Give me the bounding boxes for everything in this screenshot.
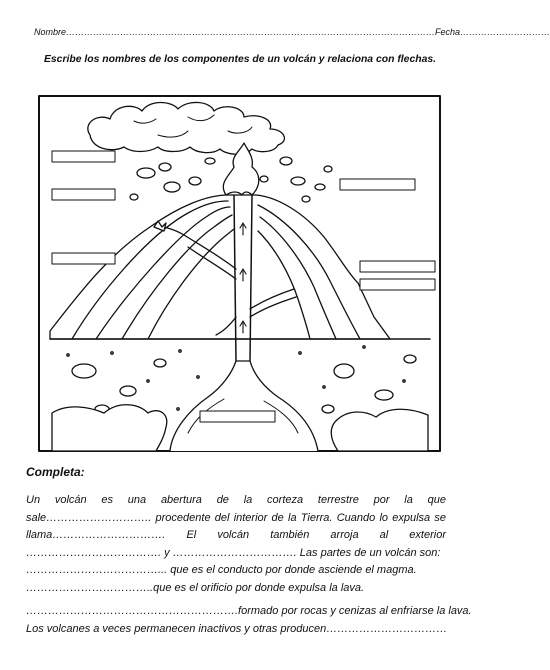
paragraph-line: Los volcanes a veces permanecen inactivos y otras producen……………………………: [26, 622, 448, 635]
bedrock-boulder: [331, 409, 428, 451]
student-header: [34, 27, 550, 37]
volcano-diagram: [38, 95, 441, 452]
answer-box[interactable]: [360, 261, 435, 272]
fill-in-paragraph: [26, 494, 472, 640]
instructions: Escribe los nombres de los componentes de un volcán y relaciona con flechas.: [43, 54, 437, 65]
section-title: Completa:: [26, 465, 85, 479]
date-label: Fecha: [435, 27, 461, 37]
answer-box[interactable]: [52, 189, 115, 200]
answer-box[interactable]: [52, 253, 115, 264]
answer-box[interactable]: [52, 151, 115, 162]
name-blank[interactable]: ……………………………………………………………………………………………………………: [66, 27, 436, 37]
answer-box[interactable]: [200, 411, 275, 422]
bedrock-boulder: [52, 405, 167, 451]
paragraph-line: Un volcán es una abertura de la corteza terrestre por la que: [26, 494, 446, 506]
paragraph-line: ………………………………………………….formado por rocas y cenizas al enfriarse la lava.: [26, 605, 472, 617]
paragraph-line: sale……………………….. procedente del interior de la Tierra. Cuando lo expulsa se: [26, 511, 446, 524]
paragraph-line: llama…………………………. El volcán también arroja al exterior: [26, 529, 446, 541]
date-blank[interactable]: …………………………: [460, 27, 550, 37]
answer-box[interactable]: [360, 279, 435, 290]
paragraph-line: ………………………………. y ……………………………. Las partes de un volcán son:: [26, 546, 441, 559]
paragraph-line: ……………………………..que es el orificio por donde expulsa la lava.: [26, 581, 365, 594]
name-label: Nombre: [34, 27, 67, 37]
answer-box[interactable]: [340, 179, 415, 190]
paragraph-line: ………………………………... que es el conducto por donde asciende el magma.: [26, 564, 417, 576]
